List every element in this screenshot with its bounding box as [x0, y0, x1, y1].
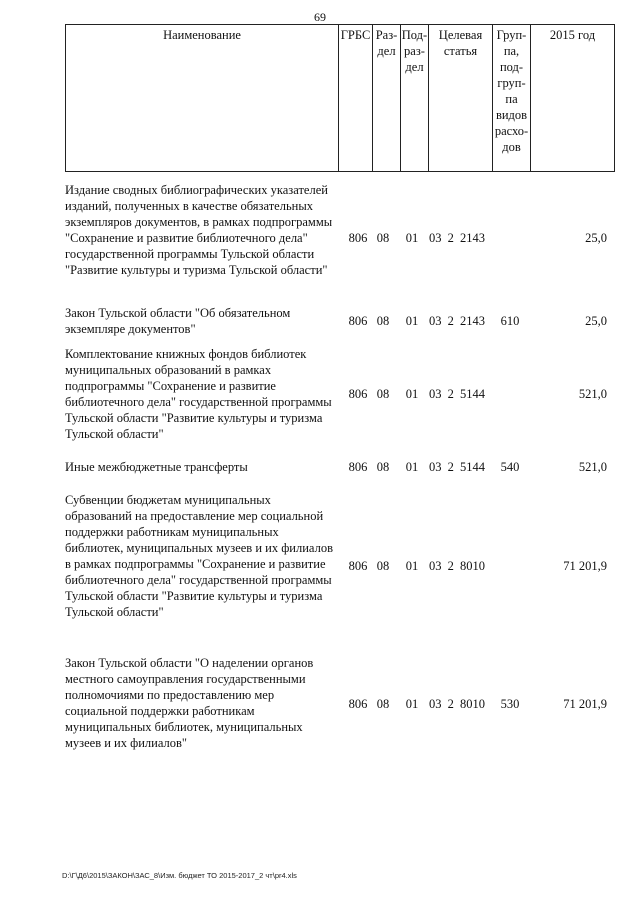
row-amount: 25,0 — [585, 314, 607, 328]
row-name: Иные межбюджетные трансферты — [65, 460, 248, 474]
row-razdel: 08 — [376, 460, 390, 474]
row-name: Субвенции бюджетам муниципальных образований на предоставление мер социальной поддержки работникам муниципальных библиотек, муниципальных музеев и их филиалов в рамках подпрограммы "Сохранение и развитие библиотечного дела" государственной программы Тульской области "Развитие культуры и туризма Тульской области" — [65, 493, 333, 619]
row-name: Закон Тульской области "Об обязательном экземпляре документов" — [65, 306, 291, 336]
row-amount: 25,0 — [585, 231, 607, 245]
header-year: 2015 год — [530, 25, 614, 171]
row-target: 03 2 5144 — [429, 460, 485, 474]
row-podrazdel: 01 — [405, 559, 419, 573]
row-target: 03 2 2143 — [429, 314, 485, 328]
row-grbs: 806 — [348, 697, 368, 711]
row-razdel: 08 — [376, 314, 390, 328]
row-grbs: 806 — [348, 559, 368, 573]
row-target: 03 2 8010 — [429, 559, 485, 573]
row-grbs: 806 — [348, 387, 368, 401]
row-target: 03 2 2143 — [429, 231, 485, 245]
header-razdel: Раз- дел — [372, 25, 400, 171]
row-group: 540 — [500, 460, 520, 474]
row-razdel: 08 — [376, 697, 390, 711]
header-grbs: ГРБС — [338, 25, 372, 171]
row-grbs: 806 — [348, 460, 368, 474]
row-razdel: 08 — [376, 387, 390, 401]
row-amount: 71 201,9 — [563, 697, 607, 711]
header-target: Целевая статья — [428, 25, 492, 171]
row-grbs: 806 — [348, 314, 368, 328]
table-header — [65, 24, 615, 172]
page-number: 69 — [314, 10, 326, 24]
row-razdel: 08 — [376, 559, 390, 573]
row-podrazdel: 01 — [405, 231, 419, 245]
row-name: Комплектование книжных фондов библиотек муниципальных образований в рамках подпрограммы "Сохранение и развитие библиотечного дела" государственной программы Тульской области "Развитие культуры и туризма Тульской области" — [65, 347, 332, 441]
row-name: Закон Тульской области "О наделении органов местного самоуправления государственными полномочиями по предоставлению мер социальной поддержки работникам муниципальных библиотек, муниципальных музеев и их филиалов" — [65, 656, 314, 750]
row-amount: 71 201,9 — [563, 559, 607, 573]
row-group: 610 — [500, 314, 520, 328]
row-name: Издание сводных библиографических указателей изданий, полученных в качестве обязательных экземпляров документов, в рамках подпрограммы "Сохранение и развитие библиотечного дела" государственной программы Тульской области "Развитие культуры и туризма Тульской области" — [65, 183, 333, 277]
row-razdel: 08 — [376, 231, 390, 245]
row-podrazdel: 01 — [405, 387, 419, 401]
header-name: Наименование — [163, 28, 241, 42]
row-target: 03 2 8010 — [429, 697, 485, 711]
row-amount: 521,0 — [578, 387, 607, 401]
file-path-footer: D:\Г\Д6\2015\ЗАКОН\ЗАС_8\Изм. бюджет ТО 2015-2017_2 чт\pr4.xls — [62, 871, 297, 880]
header-podrazdel: Под- раз- дел — [400, 25, 428, 171]
row-podrazdel: 01 — [405, 314, 419, 328]
row-podrazdel: 01 — [405, 460, 419, 474]
row-grbs: 806 — [348, 231, 368, 245]
row-target: 03 2 5144 — [429, 387, 485, 401]
header-group: Груп- па, под- груп- па видов расхо- дов — [492, 25, 530, 171]
row-podrazdel: 01 — [405, 697, 419, 711]
row-group: 530 — [500, 697, 520, 711]
row-amount: 521,0 — [578, 460, 607, 474]
